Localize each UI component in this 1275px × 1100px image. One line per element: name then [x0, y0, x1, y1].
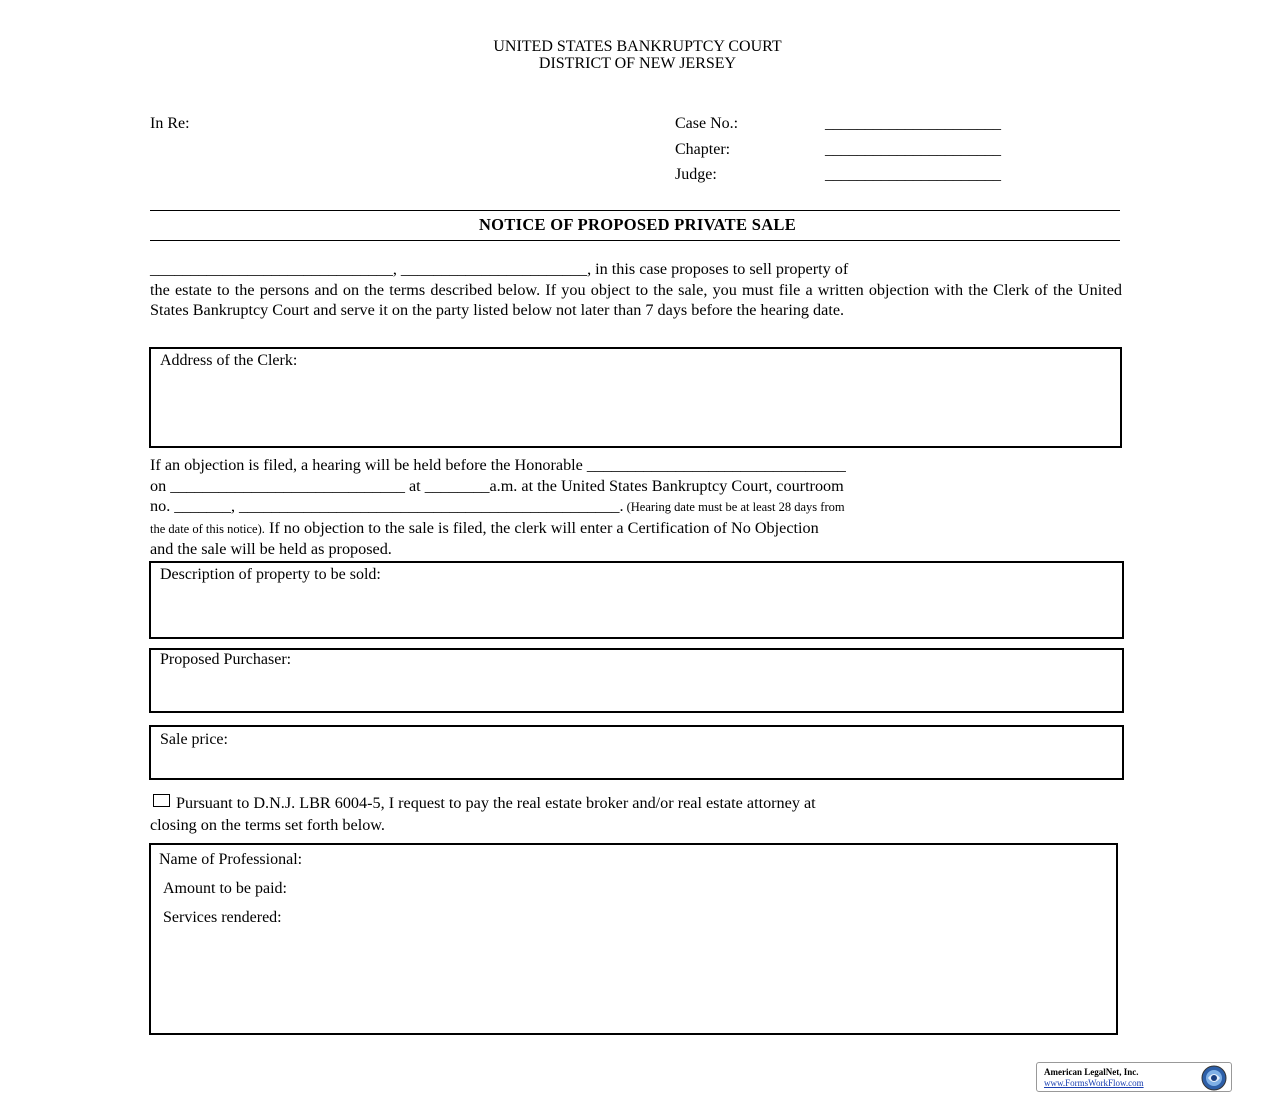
intro-rest-text: the estate to the persons and on the terms described below. If you object to the sale, you must file a written objection with the Clerk of the United States Bankruptcy Court and serve it on the party listed below not later than 7 days before the hearing date.: [150, 280, 1122, 319]
broker-paragraph: [150, 792, 1122, 836]
title-rule-bottom: [150, 240, 1120, 241]
services-rendered-label: Services rendered:: [163, 909, 282, 926]
proposed-purchaser-label: Proposed Purchaser:: [160, 651, 292, 668]
clerk-address-box[interactable]: [149, 347, 1122, 448]
seller-name-field[interactable]: ______________________________: [150, 260, 393, 278]
logo-url-link[interactable]: www.FormsWorkFlow.com: [1044, 1078, 1144, 1088]
hearing-paragraph: [150, 455, 1122, 560]
document-title: NOTICE OF PROPOSED PRIVATE SALE: [478, 215, 797, 234]
sale-price-box[interactable]: [149, 725, 1124, 780]
in-re-label: In Re:: [150, 115, 190, 132]
chapter-field[interactable]: ______________________: [825, 141, 1001, 158]
judge-label: Judge:: [675, 166, 717, 183]
broker-line-2: closing on the terms set forth below.: [150, 816, 385, 834]
globe-icon: [1201, 1065, 1227, 1091]
case-no-label: Case No.:: [675, 115, 739, 132]
professional-box[interactable]: [149, 843, 1118, 1035]
hearing-line-1: If an objection is filed, a hearing will be held before the Honorable ________________________________: [150, 456, 846, 474]
amount-to-be-paid-label: Amount to be paid:: [163, 880, 287, 897]
hearing-line-2: on _____________________________ at ________a.m. at the United States Bankruptcy Court, courtroom: [150, 476, 844, 495]
broker-line-1: Pursuant to D.N.J. LBR 6004-5, I request to pay the real estate broker and/or real estate attorney at: [176, 794, 816, 812]
property-description-label: Description of property to be sold:: [160, 566, 381, 583]
sale-price-label: Sale price:: [160, 731, 228, 748]
hearing-date-note-cont: the date of this notice).: [150, 521, 265, 536]
professional-name-label: Name of Professional:: [159, 851, 303, 868]
hearing-line-4: If no objection to the sale is filed, the clerk will enter a Certification of No Objection: [264, 518, 819, 537]
chapter-label: Chapter:: [675, 141, 731, 158]
american-legalnet-logo[interactable]: [1036, 1062, 1232, 1092]
broker-payment-checkbox[interactable]: [153, 794, 170, 807]
hearing-line-5: and the sale will be held as proposed.: [150, 540, 392, 558]
property-description-box[interactable]: [149, 561, 1124, 639]
court-district: DISTRICT OF NEW JERSEY: [538, 55, 737, 72]
judge-field[interactable]: ______________________: [825, 166, 1001, 183]
hearing-line-3: no. _______, _______________________________________________.: [150, 497, 624, 515]
court-name: UNITED STATES BANKRUPTCY COURT: [493, 38, 782, 55]
case-no-field[interactable]: ______________________: [825, 115, 1001, 132]
title-rule-top: [150, 210, 1120, 211]
logo-company-name: American LegalNet, Inc.: [1044, 1067, 1139, 1077]
proposed-purchaser-box[interactable]: [149, 648, 1124, 713]
hearing-date-note: (Hearing date must be at least 28 days from: [623, 500, 845, 514]
seller-role-field[interactable]: _______________________: [400, 260, 588, 278]
intro-line1-text: , in this case proposes to sell property of: [587, 260, 849, 278]
clerk-address-label: Address of the Clerk:: [160, 352, 298, 369]
intro-paragraph: ______________________________, _______________________, in this case proposes to sell property of the estate to the persons and on the terms described below. If you object to the sale, you must file a written objection with the Clerk of the United States Bankruptcy Court and serve it on the party listed below not later than 7 days before the hearing date.: [150, 260, 1122, 319]
